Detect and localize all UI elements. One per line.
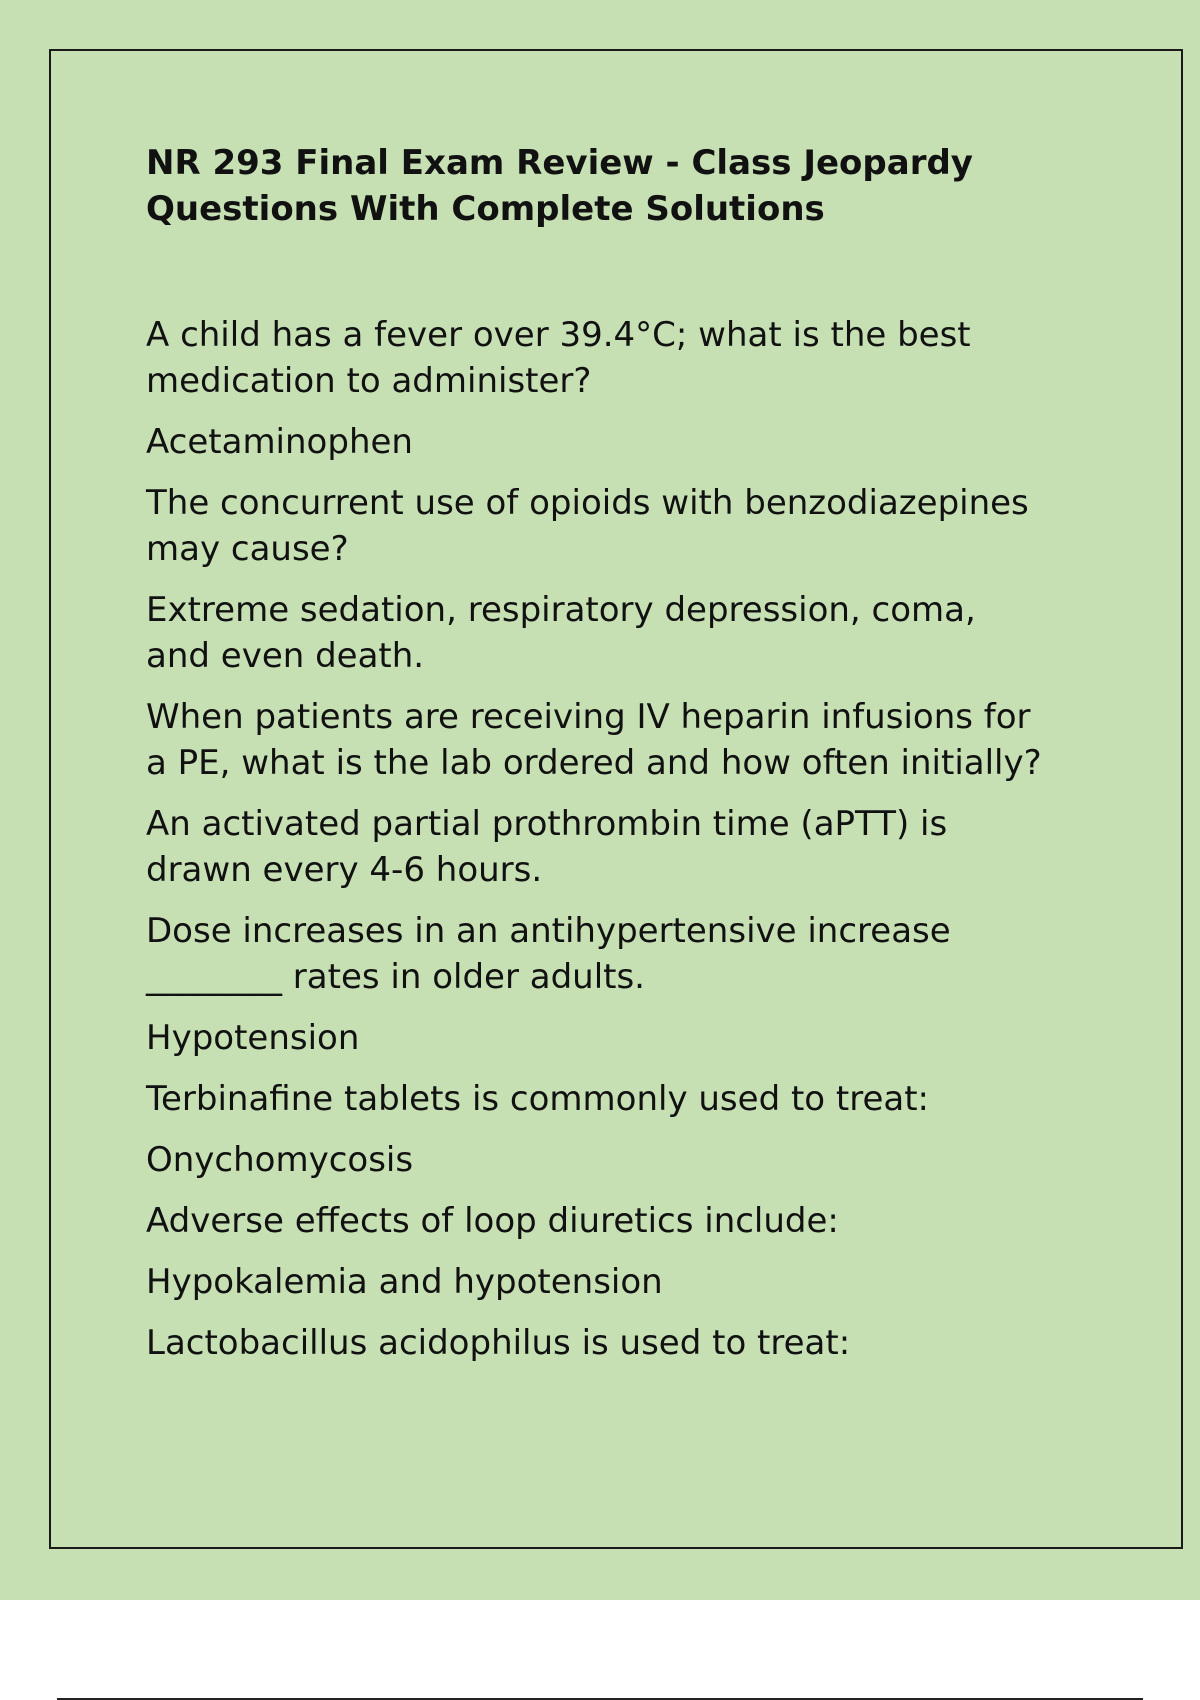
qa-list [146, 312, 1046, 1366]
answer-line: Hypotension [146, 1018, 360, 1058]
document-title: NR 293 Final Exam Review - Class Jeopardy Questions With Complete Solutions [146, 143, 973, 229]
answer-line: Acetaminophen [146, 422, 413, 462]
question-line: Terbinafine tablets is commonly used to treat: [146, 1079, 929, 1119]
document-content [146, 140, 1046, 1381]
answer-line: Hypokalemia and hypotension [146, 1262, 663, 1302]
question-line: A child has a fever over 39.4°C; what is the best medication to administer? [146, 315, 971, 401]
answer-line: An activated partial prothrombin time (aPTT) is drawn every 4-6 hours. [146, 804, 948, 890]
answer-line: Onychomycosis [146, 1140, 414, 1180]
question-line: When patients are receiving IV heparin infusions for a PE, what is the lab ordered and how often initially? [146, 697, 1042, 783]
question-line: Dose increases in an antihypertensive increase ________ rates in older adults. [146, 911, 951, 997]
answer-line: Extreme sedation, respiratory depression, coma, and even death. [146, 590, 976, 676]
question-line: Adverse effects of loop diuretics include: [146, 1201, 839, 1241]
question-line: The concurrent use of opioids with benzodiazepines may cause? [146, 483, 1029, 569]
question-line: Lactobacillus acidophilus is used to treat: [146, 1323, 851, 1363]
